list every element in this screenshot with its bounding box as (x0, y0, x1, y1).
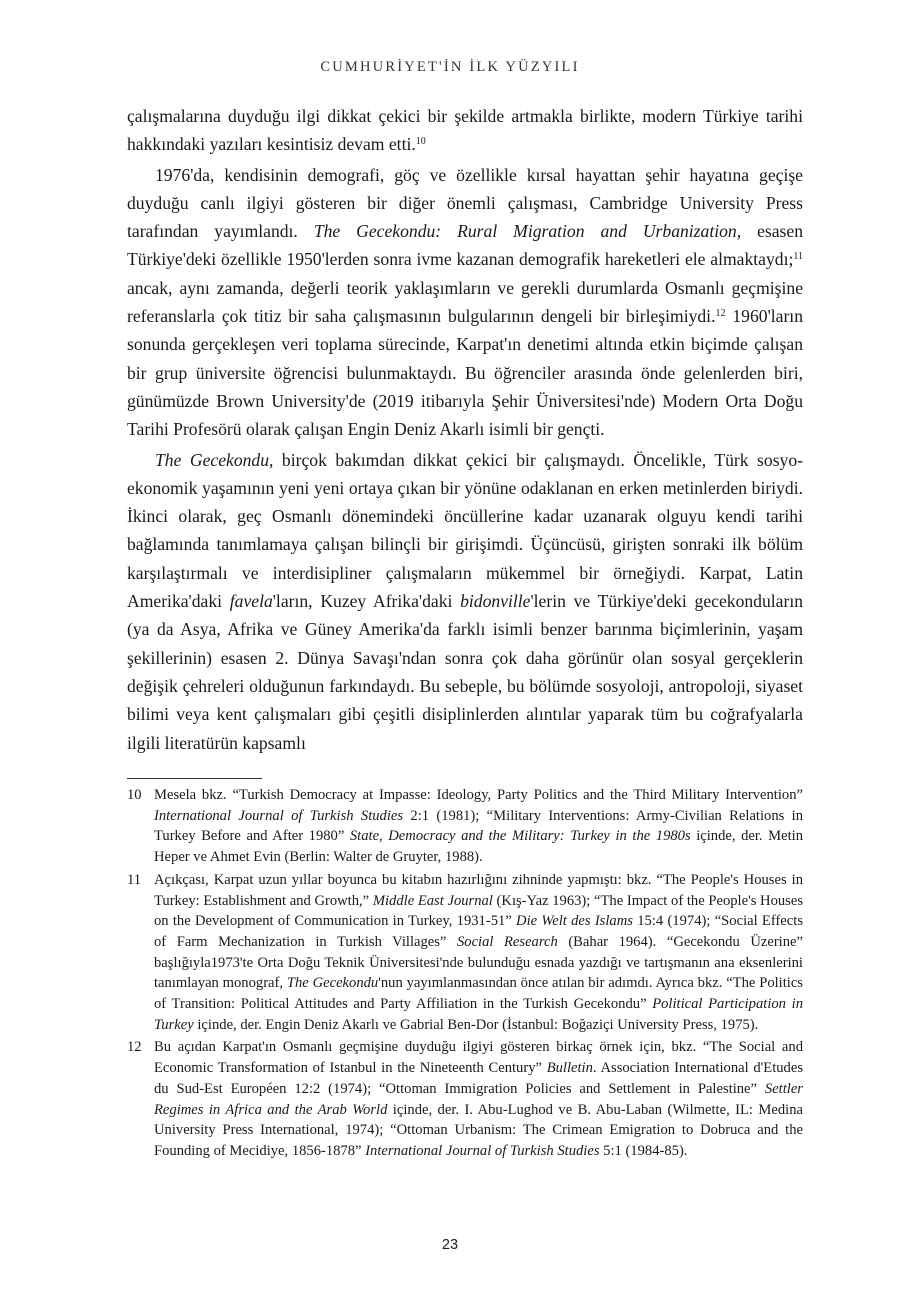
footnote (127, 785, 803, 868)
footnotes (127, 785, 803, 1164)
italic-text: Die Welt des Islams (516, 913, 633, 930)
text-run: (Bahar 1964). “Gecekondu Üzerine” başlığıyla1973'te Orta Doğu Teknik Üniversitesi'nde bulunduğu esnada yazdığı ve tartışmanın ana eksenlerini tanımlayan monograf, (154, 933, 803, 992)
footnote-ref: 10 (415, 136, 426, 148)
italic-text: The Gecekondu: Rural Migration and Urbanization, (313, 221, 742, 242)
italic-text: The Gecekondu (286, 975, 379, 992)
footnote (127, 870, 803, 1036)
text-run: , birçok bakımdan dikkat çekici bir çalışmaydı. Öncelikle, Türk sosyo-ekonomik yaşamının yeni yeni ortaya çıkan bir yönüne odaklanan en erken metinlerden biriydi. İkinci olarak, geç Osmanlı dönemindeki öncüllerine kadar uzanarak olguyu kendi tarihi bağlamında tanımlamaya çalışan bilinçli bir girişimdi. Üçüncüsü, girişten sonraki ilk bölüm karşılaştırmalı ve interdisipliner çalışmaların mükemmel bir örneğiydi. Karpat, Latin Amerika'daki (127, 449, 804, 612)
page-number: 23 (441, 1237, 459, 1253)
italic-text: State, Democracy and the Military: Turkey in the 1980s (349, 828, 691, 845)
text-run: 2:1 (1981); “Military Interventions: Army-Civilian Relations in Turkey Before and After 1980” (154, 807, 803, 845)
italic-text: Social Research (456, 933, 558, 950)
italic-text: Political Participation in Turkey (154, 996, 803, 1033)
italic-text: The Gecekondu (155, 449, 270, 470)
italic-text: International Journal of Turkish Studies (154, 807, 404, 824)
italic-text: Settler Regimes in Africa and the Arab World (154, 1080, 803, 1118)
text-run: 'nun yayımlanmasından önce atılan bir adımdı. Ayrıca bkz. “The Politics of Transition: Political Attitudes and Party Affiliation in the Turkish Gecekondu” (154, 975, 803, 1013)
text-run: Bu açıdan Karpat'ın Osmanlı geçmişine duyduğu ilgiyi gösteren birkaç örnek için, bkz. “The Social and Economic Transformation of Istanbul in the Nineteenth Century” (154, 1039, 803, 1077)
text-run: çalışmalarına duyduğu ilgi dikkat çekici bir şekilde artmakla birlikte, modern Türkiye tarihi hakkındaki yazıları kesintisiz devam etti. (127, 106, 803, 155)
body-text (127, 102, 803, 757)
text-run: içinde, der. Metin Heper ve Ahmet Evin (Berlin: Walter de Gruyter, 1988). (154, 828, 803, 866)
text-run: 1976'da, kendisinin demografi, göç ve özellikle kırsal hayattan şehir hayatına geçişe duyduğu canlı ilgiyi gösteren bir diğer önemli çalışması, Cambridge University Press tarafından yayımlandı. (127, 164, 803, 242)
italic-text: Bulletin (546, 1060, 593, 1077)
text-run: 1960'ların sonunda gerçekleşen veri toplama sürecinde, Karpat'ın denetimi altında etkin biçimde çalışan bir grup üniversite öğrencisi bulunmaktaydı. Bu öğrenciler arasında önde gelenlerden biri, günümüzde Brown University'de (2019 itibarıyla Şehir Üniversitesi'nde) Modern Orta Doğu Tarihi Profesörü olarak çalışan Engin Deniz Akarlı isimli bir gençti. (127, 306, 803, 440)
text-run: esasen Türkiye'deki özellikle 1950'lerden sonra ivme kazanan demografik hareketleri ele almaktaydı; (127, 221, 803, 270)
text-run: 'lerin ve Türkiye'deki gecekonduların (ya da Asya, Afrika ve Güney Amerika'da farklı isimli benzer barınma biçimlerinin, yaşam şekillerinin) esasen 2. Dünya Savaşı'ndan sonra çok daha görünür olan sosyal gerçeklerin değişik çehreleri olduğunun farkındaydı. Bu sebeple, bu bölümde sosyoloji, antropoloji, siyaset bilimi veya kent çalışmaları gibi çeşitli disiplinlerden alıntılar yaparak tüm bu coğrafyalarla ilgili literatürün kapsamlı (127, 591, 803, 753)
text-run: 5:1 (1984-85). (599, 1142, 688, 1159)
text-run: 15:4 (1974); “Social Effects of Farm Mechanization in Turkish Villages” (154, 913, 803, 950)
footnote-number: 12 (127, 1039, 142, 1056)
text-run: içinde, der. I. Abu-Lughod ve B. Abu-Laban (Wilmette, IL: Medina University Press International, 1974); “Ottoman Urbanism: The Crimean Emigration to Dobruca and the Founding of Mecidiye, 1856-1878” (154, 1101, 803, 1159)
text-run: Açıkçası, Karpat uzun yıllar boyunca bu kitabın hazırlığını zihninde yapmıştı: bkz. “The People's Houses in Turkey: Establishment and Growth,” (154, 871, 803, 909)
footnote (127, 1037, 803, 1161)
footnote-text (154, 1037, 803, 1161)
text-run: (Kış-Yaz 1963); “The Impact of the People's Houses on the Development of Communication in Turkey, 1931-51” (154, 892, 804, 930)
text-run: ancak, aynı zamanda, değerli teorik yaklaşımların ve gerekli durumlarda Osmanlı geçmişine referanslarla çok titiz bir saha çalışmasının bulgularının dengeli bir birleşimiydi. (127, 277, 803, 327)
italic-text: favela (229, 591, 273, 612)
text-run: 'ların, Kuzey Afrika'daki (272, 591, 461, 612)
footnote-text (154, 785, 803, 868)
italic-text: Middle East Journal (372, 892, 493, 909)
footnote-text (154, 870, 803, 1036)
footnote-number: 11 (127, 871, 142, 888)
paragraph (127, 446, 803, 757)
paragraph (127, 102, 803, 159)
text-run: . Association International d'Etudes du Sud-Est Européen 12:2 (1974); “Ottoman Immigration Policies and Settlement in Palestine” (154, 1060, 803, 1097)
footnote-ref: 12 (715, 308, 726, 320)
running-header: CUMHURİYET'İN İLK YÜZYILI (320, 59, 580, 75)
footnote-divider (127, 778, 262, 779)
footnote-number: 10 (127, 787, 142, 803)
text-run: Mesela bkz. “Turkish Democracy at Impasse: Ideology, Party Politics and the Third Military Intervention” (154, 787, 803, 803)
italic-text: bidonville (460, 591, 531, 612)
text-run: içinde, der. Engin Deniz Akarlı ve Gabrial Ben-Dor (İstanbul: Boğaziçi University Press, 1975). (193, 1016, 759, 1033)
italic-text: International Journal of Turkish Studies (365, 1142, 600, 1159)
footnote-ref: 11 (793, 251, 803, 263)
paragraph (127, 161, 803, 444)
